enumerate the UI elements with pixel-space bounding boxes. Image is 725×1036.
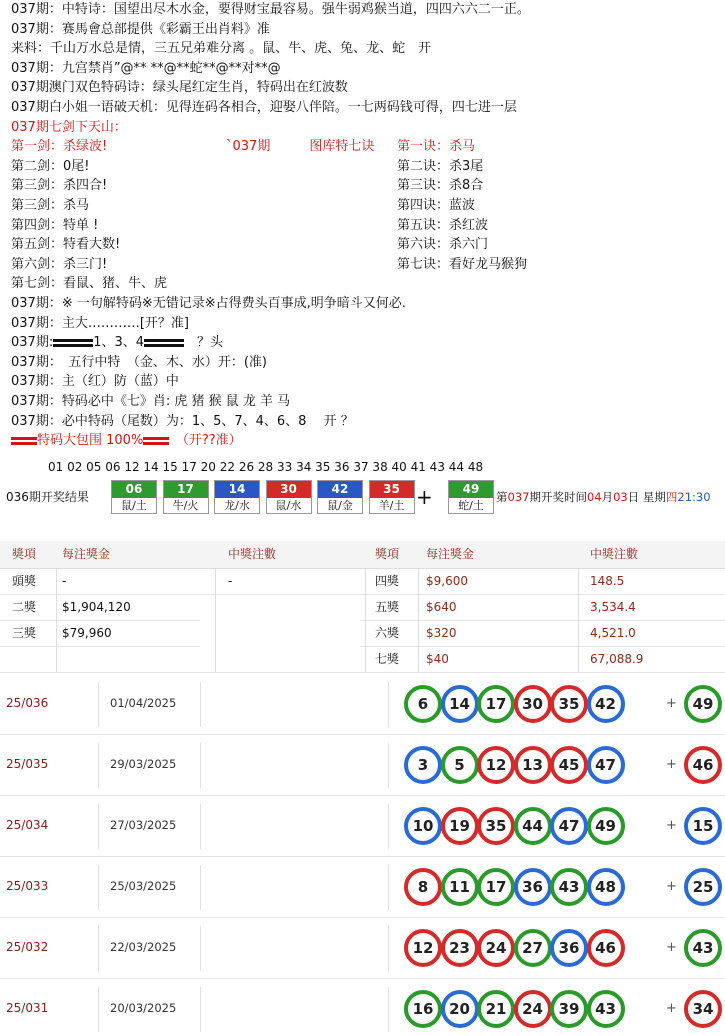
sword-row bbox=[11, 217, 725, 235]
lottery-ball: 47 bbox=[587, 746, 625, 784]
history-date: 20/03/2025 bbox=[110, 1001, 177, 1015]
lottery-ball: 13 bbox=[514, 746, 552, 784]
lottery-ball: 30 bbox=[514, 685, 552, 723]
table-divider bbox=[365, 569, 366, 672]
number-box bbox=[163, 480, 209, 514]
plus-sign: + bbox=[666, 879, 677, 894]
row-divider bbox=[200, 926, 201, 971]
prize-header-cell: 每注獎金 bbox=[426, 547, 475, 561]
poem-line: 037期澳门双色特码诗：绿头尾红定生肖，特码出在红波数 bbox=[11, 80, 348, 96]
sword-left: 第四剑：特单 ! bbox=[11, 217, 99, 233]
sword-left: 第七剑：看鼠、猪、牛、虎 bbox=[11, 276, 168, 292]
lottery-ball: 49 bbox=[587, 807, 625, 845]
box-zodiac: 鼠/金 bbox=[327, 499, 353, 512]
history-row bbox=[0, 857, 725, 918]
table-divider bbox=[215, 569, 216, 672]
lottery-ball: 24 bbox=[514, 990, 552, 1028]
sword-row bbox=[11, 138, 725, 156]
number-box bbox=[266, 480, 312, 514]
overlay-mask bbox=[200, 597, 360, 647]
lottery-ball: 39 bbox=[550, 990, 588, 1028]
special-ball: 15 bbox=[684, 807, 722, 845]
head-suffix: ？头 bbox=[184, 335, 224, 351]
prize-row bbox=[0, 569, 725, 595]
lottery-ball: 24 bbox=[477, 929, 515, 967]
head-mid: 1、3、4 bbox=[93, 335, 145, 351]
number-box bbox=[111, 480, 157, 514]
prize-header-cell: 每注獎金 bbox=[62, 547, 111, 561]
history-period: 25/034 bbox=[6, 818, 49, 832]
lottery-ball: 46 bbox=[587, 929, 625, 967]
sword-left: 第二剑：0尾! bbox=[11, 158, 90, 174]
lottery-ball: 36 bbox=[514, 868, 552, 906]
history-date: 01/04/2025 bbox=[110, 696, 177, 710]
sword-row bbox=[11, 256, 725, 274]
number-box bbox=[317, 480, 363, 514]
prize-cell: $79,960 bbox=[62, 626, 112, 640]
sword-row bbox=[11, 197, 725, 215]
row-divider bbox=[98, 743, 99, 788]
poem-line: 037期：赛馬會总部提供《彩霸王出肖料》准 bbox=[11, 21, 270, 37]
box-zodiac: 羊/土 bbox=[378, 499, 405, 512]
history-period: 25/036 bbox=[6, 696, 49, 710]
sword-left: 第三剑：杀马 bbox=[11, 198, 90, 213]
bars-left bbox=[53, 337, 93, 349]
lottery-ball: 14 bbox=[441, 685, 479, 723]
box-zodiac: 蛇/土 bbox=[458, 499, 484, 512]
row-divider bbox=[98, 987, 99, 1032]
poem-line: 037期：主（红）防（蓝）中 bbox=[11, 374, 179, 390]
history-row bbox=[0, 735, 725, 796]
lottery-ball: 17 bbox=[477, 868, 515, 906]
lottery-ball: 43 bbox=[587, 990, 625, 1028]
row-divider bbox=[98, 804, 99, 849]
number-box bbox=[369, 480, 415, 514]
special-ball: 34 bbox=[684, 990, 722, 1028]
box-zodiac: 鼠/水 bbox=[275, 499, 302, 512]
prize-cell: 148.5 bbox=[590, 574, 625, 588]
plus-sign: + bbox=[666, 818, 677, 833]
bao-text: 特码大包围 100% bbox=[37, 433, 144, 449]
row-divider bbox=[200, 743, 201, 788]
row-divider bbox=[98, 926, 99, 971]
history-row bbox=[0, 918, 725, 979]
poem-line: 037期：※ 一句解特码※无错记录※占得费头百事成,明争暗斗又何必. bbox=[11, 296, 406, 311]
prize-cell: $640 bbox=[426, 600, 457, 614]
plus-sign: + bbox=[666, 757, 677, 772]
row-divider bbox=[388, 743, 389, 788]
lottery-ball: 17 bbox=[477, 685, 515, 723]
sword-left: 第三剑：杀四合! bbox=[11, 178, 108, 194]
sword-right: 第二诀：杀3尾 bbox=[397, 158, 484, 174]
prize-cell: $1,904,120 bbox=[62, 600, 131, 614]
lottery-ball: 45 bbox=[550, 746, 588, 784]
last-draw-label: 036期开奖结果 bbox=[6, 490, 89, 504]
prize-cell: $9,600 bbox=[426, 574, 468, 588]
sword-right: 第五诀：杀红波 bbox=[397, 217, 489, 233]
lottery-ball: 48 bbox=[587, 868, 625, 906]
red-bars-left bbox=[11, 435, 37, 447]
sword-right: 第四诀：蓝波 bbox=[397, 198, 476, 213]
table-divider bbox=[418, 569, 419, 672]
lottery-ball: 35 bbox=[550, 685, 588, 723]
head-line bbox=[11, 334, 223, 352]
row-divider bbox=[388, 926, 389, 971]
number-box bbox=[214, 480, 260, 514]
last-draw-result bbox=[6, 480, 725, 516]
poem-line: 037期：中特诗：国望出尽木水金，要得财宝最容易。强牛弱鸡猴当道，四四六六二一正。 bbox=[11, 2, 530, 17]
lottery-ball: 19 bbox=[441, 807, 479, 845]
box-number: 17 bbox=[164, 481, 208, 498]
row-divider bbox=[200, 865, 201, 910]
draw-history-list bbox=[0, 674, 725, 1036]
lottery-ball: 10 bbox=[404, 807, 442, 845]
history-row bbox=[0, 674, 725, 735]
plus-sign: + bbox=[666, 1001, 677, 1016]
prize-header-cell: 獎項 bbox=[12, 547, 37, 561]
lottery-ball: 27 bbox=[514, 929, 552, 967]
sword-row bbox=[11, 177, 725, 195]
prize-table bbox=[0, 541, 725, 672]
lottery-ball: 12 bbox=[404, 929, 442, 967]
box-number: 30 bbox=[267, 481, 311, 498]
history-period: 25/035 bbox=[6, 757, 49, 771]
poem-line: 037期七剑下天山： bbox=[11, 119, 127, 135]
prize-cell: $320 bbox=[426, 626, 457, 640]
poem-line: 037期：九宫禁肖”@** **@**蛇**@**对**@ bbox=[11, 60, 281, 76]
prize-cell: 4,521.0 bbox=[590, 626, 636, 640]
history-row bbox=[0, 979, 725, 1036]
lottery-ball: 23 bbox=[441, 929, 479, 967]
row-divider bbox=[388, 987, 389, 1032]
box-zodiac: 龙/水 bbox=[224, 499, 250, 512]
poem-line: 037期：必中特码（尾数）为：1、5、7、4、6、8 开 ？ bbox=[11, 413, 354, 429]
row-divider bbox=[200, 804, 201, 849]
poem-line: 来料：千山万水总是情，三五兄弟难分离 。鼠、牛、虎、兔、龙、蛇 开 bbox=[11, 41, 432, 57]
lottery-ball: 44 bbox=[514, 807, 552, 845]
prize-cell: 七獎 bbox=[375, 652, 400, 666]
box-zodiac: 牛/火 bbox=[172, 499, 199, 512]
prize-header-cell: 中獎注數 bbox=[228, 547, 277, 561]
table-divider bbox=[56, 569, 57, 672]
prize-cell: 三獎 bbox=[12, 626, 37, 640]
candidate-numbers-row: 01 02 05 06 12 14 15 17 20 22 26 28 33 34 35 36 37 38 40 41 43 44 48 bbox=[48, 460, 484, 474]
box-zodiac: 鼠/土 bbox=[121, 499, 147, 512]
row-divider bbox=[200, 987, 201, 1032]
history-date: 22/03/2025 bbox=[110, 940, 177, 954]
prize-cell: 二獎 bbox=[12, 600, 37, 614]
special-ball: 25 bbox=[684, 868, 722, 906]
lottery-ball: 16 bbox=[404, 990, 442, 1028]
prize-cell: 3,534.4 bbox=[590, 600, 636, 614]
bars-right bbox=[144, 337, 184, 349]
table-divider bbox=[578, 569, 579, 672]
sword-mid: `037期 图库特七诀 bbox=[226, 139, 375, 155]
lottery-ball: 43 bbox=[550, 868, 588, 906]
sword-row bbox=[11, 158, 725, 176]
sword-right: 第三诀：杀8合 bbox=[397, 178, 484, 194]
next-period: 037 bbox=[507, 490, 530, 504]
prize-cell: 六獎 bbox=[375, 626, 400, 640]
history-period: 25/033 bbox=[6, 879, 49, 893]
red-bars-right bbox=[143, 435, 169, 447]
next-draw-info: 第037期开奖时间04月03日 星期四21:30 bbox=[496, 490, 711, 504]
lottery-ball: 42 bbox=[587, 685, 625, 723]
sword-right: 第七诀：看好龙马猴狗 bbox=[397, 256, 528, 272]
box-number: 49 bbox=[449, 481, 493, 498]
box-number: 42 bbox=[318, 481, 362, 498]
history-date: 25/03/2025 bbox=[110, 879, 177, 893]
prize-cell: 五獎 bbox=[375, 600, 400, 614]
lottery-ball: 35 bbox=[477, 807, 515, 845]
plus-sign: + bbox=[416, 485, 433, 509]
lottery-ball: 36 bbox=[550, 929, 588, 967]
lottery-ball: 12 bbox=[477, 746, 515, 784]
poem-line: 037期：主大…………[开？准] bbox=[11, 315, 189, 331]
lottery-ball: 5 bbox=[441, 746, 479, 784]
poem-line: 037期白小姐一语破天机：见得连码各相合，迎娶八伴陪。一七两码钱可得，四七进一层 bbox=[11, 100, 517, 115]
history-date: 27/03/2025 bbox=[110, 818, 177, 832]
prize-row bbox=[0, 647, 725, 673]
lottery-ball: 3 bbox=[404, 746, 442, 784]
sword-row bbox=[11, 275, 725, 293]
prize-header-cell: 獎項 bbox=[375, 547, 400, 561]
prize-row bbox=[0, 595, 725, 621]
row-divider bbox=[98, 865, 99, 910]
box-number: 14 bbox=[215, 481, 259, 498]
history-period: 25/031 bbox=[6, 1001, 49, 1015]
row-divider bbox=[200, 682, 201, 727]
row-divider bbox=[98, 682, 99, 727]
lottery-ball: 6 bbox=[404, 685, 442, 723]
box-number: 35 bbox=[370, 481, 414, 498]
lottery-ball: 21 bbox=[477, 990, 515, 1028]
plus-sign: + bbox=[666, 940, 677, 955]
prize-row bbox=[0, 621, 725, 647]
lottery-ball: 47 bbox=[550, 807, 588, 845]
history-date: 29/03/2025 bbox=[110, 757, 177, 771]
prize-cell: $40 bbox=[426, 652, 449, 666]
sword-left: 第一剑：杀绿波! bbox=[11, 139, 108, 155]
row-divider bbox=[388, 682, 389, 727]
prize-cell: 67,088.9 bbox=[590, 652, 644, 666]
head-prefix: 037期: bbox=[11, 335, 54, 351]
prize-cell: 四獎 bbox=[375, 574, 400, 588]
bao-suffix: （开??准） bbox=[169, 433, 242, 449]
lottery-ball: 8 bbox=[404, 868, 442, 906]
prize-cell: 頭獎 bbox=[12, 574, 37, 588]
special-number-box bbox=[448, 480, 494, 514]
special-ball: 49 bbox=[684, 685, 722, 723]
lottery-ball: 11 bbox=[441, 868, 479, 906]
row-divider bbox=[388, 865, 389, 910]
prize-header-cell: 中獎注數 bbox=[590, 547, 639, 561]
prize-cell: - bbox=[228, 574, 233, 588]
sword-left: 第五剑：特看大数! bbox=[11, 237, 121, 253]
bao-line bbox=[11, 432, 242, 450]
plus-sign: + bbox=[666, 696, 677, 711]
special-ball: 43 bbox=[684, 929, 722, 967]
history-period: 25/032 bbox=[6, 940, 49, 954]
sword-left: 第六剑：杀三门! bbox=[11, 256, 108, 272]
box-number: 06 bbox=[112, 481, 156, 498]
lottery-ball: 20 bbox=[441, 990, 479, 1028]
sword-right: 第六诀：杀六门 bbox=[397, 237, 489, 253]
history-row bbox=[0, 796, 725, 857]
poem-line: 037期：特码必中《七》肖: 虎 猪 猴 鼠 龙 羊 马 bbox=[11, 394, 291, 409]
row-divider bbox=[388, 804, 389, 849]
sword-right: 第一诀：杀马 bbox=[397, 139, 476, 155]
sword-row bbox=[11, 236, 725, 254]
prize-cell: - bbox=[62, 574, 67, 588]
poem-line: 037期： 五行中特 （金、木、水）开：(准) bbox=[11, 354, 267, 370]
special-ball: 46 bbox=[684, 746, 722, 784]
